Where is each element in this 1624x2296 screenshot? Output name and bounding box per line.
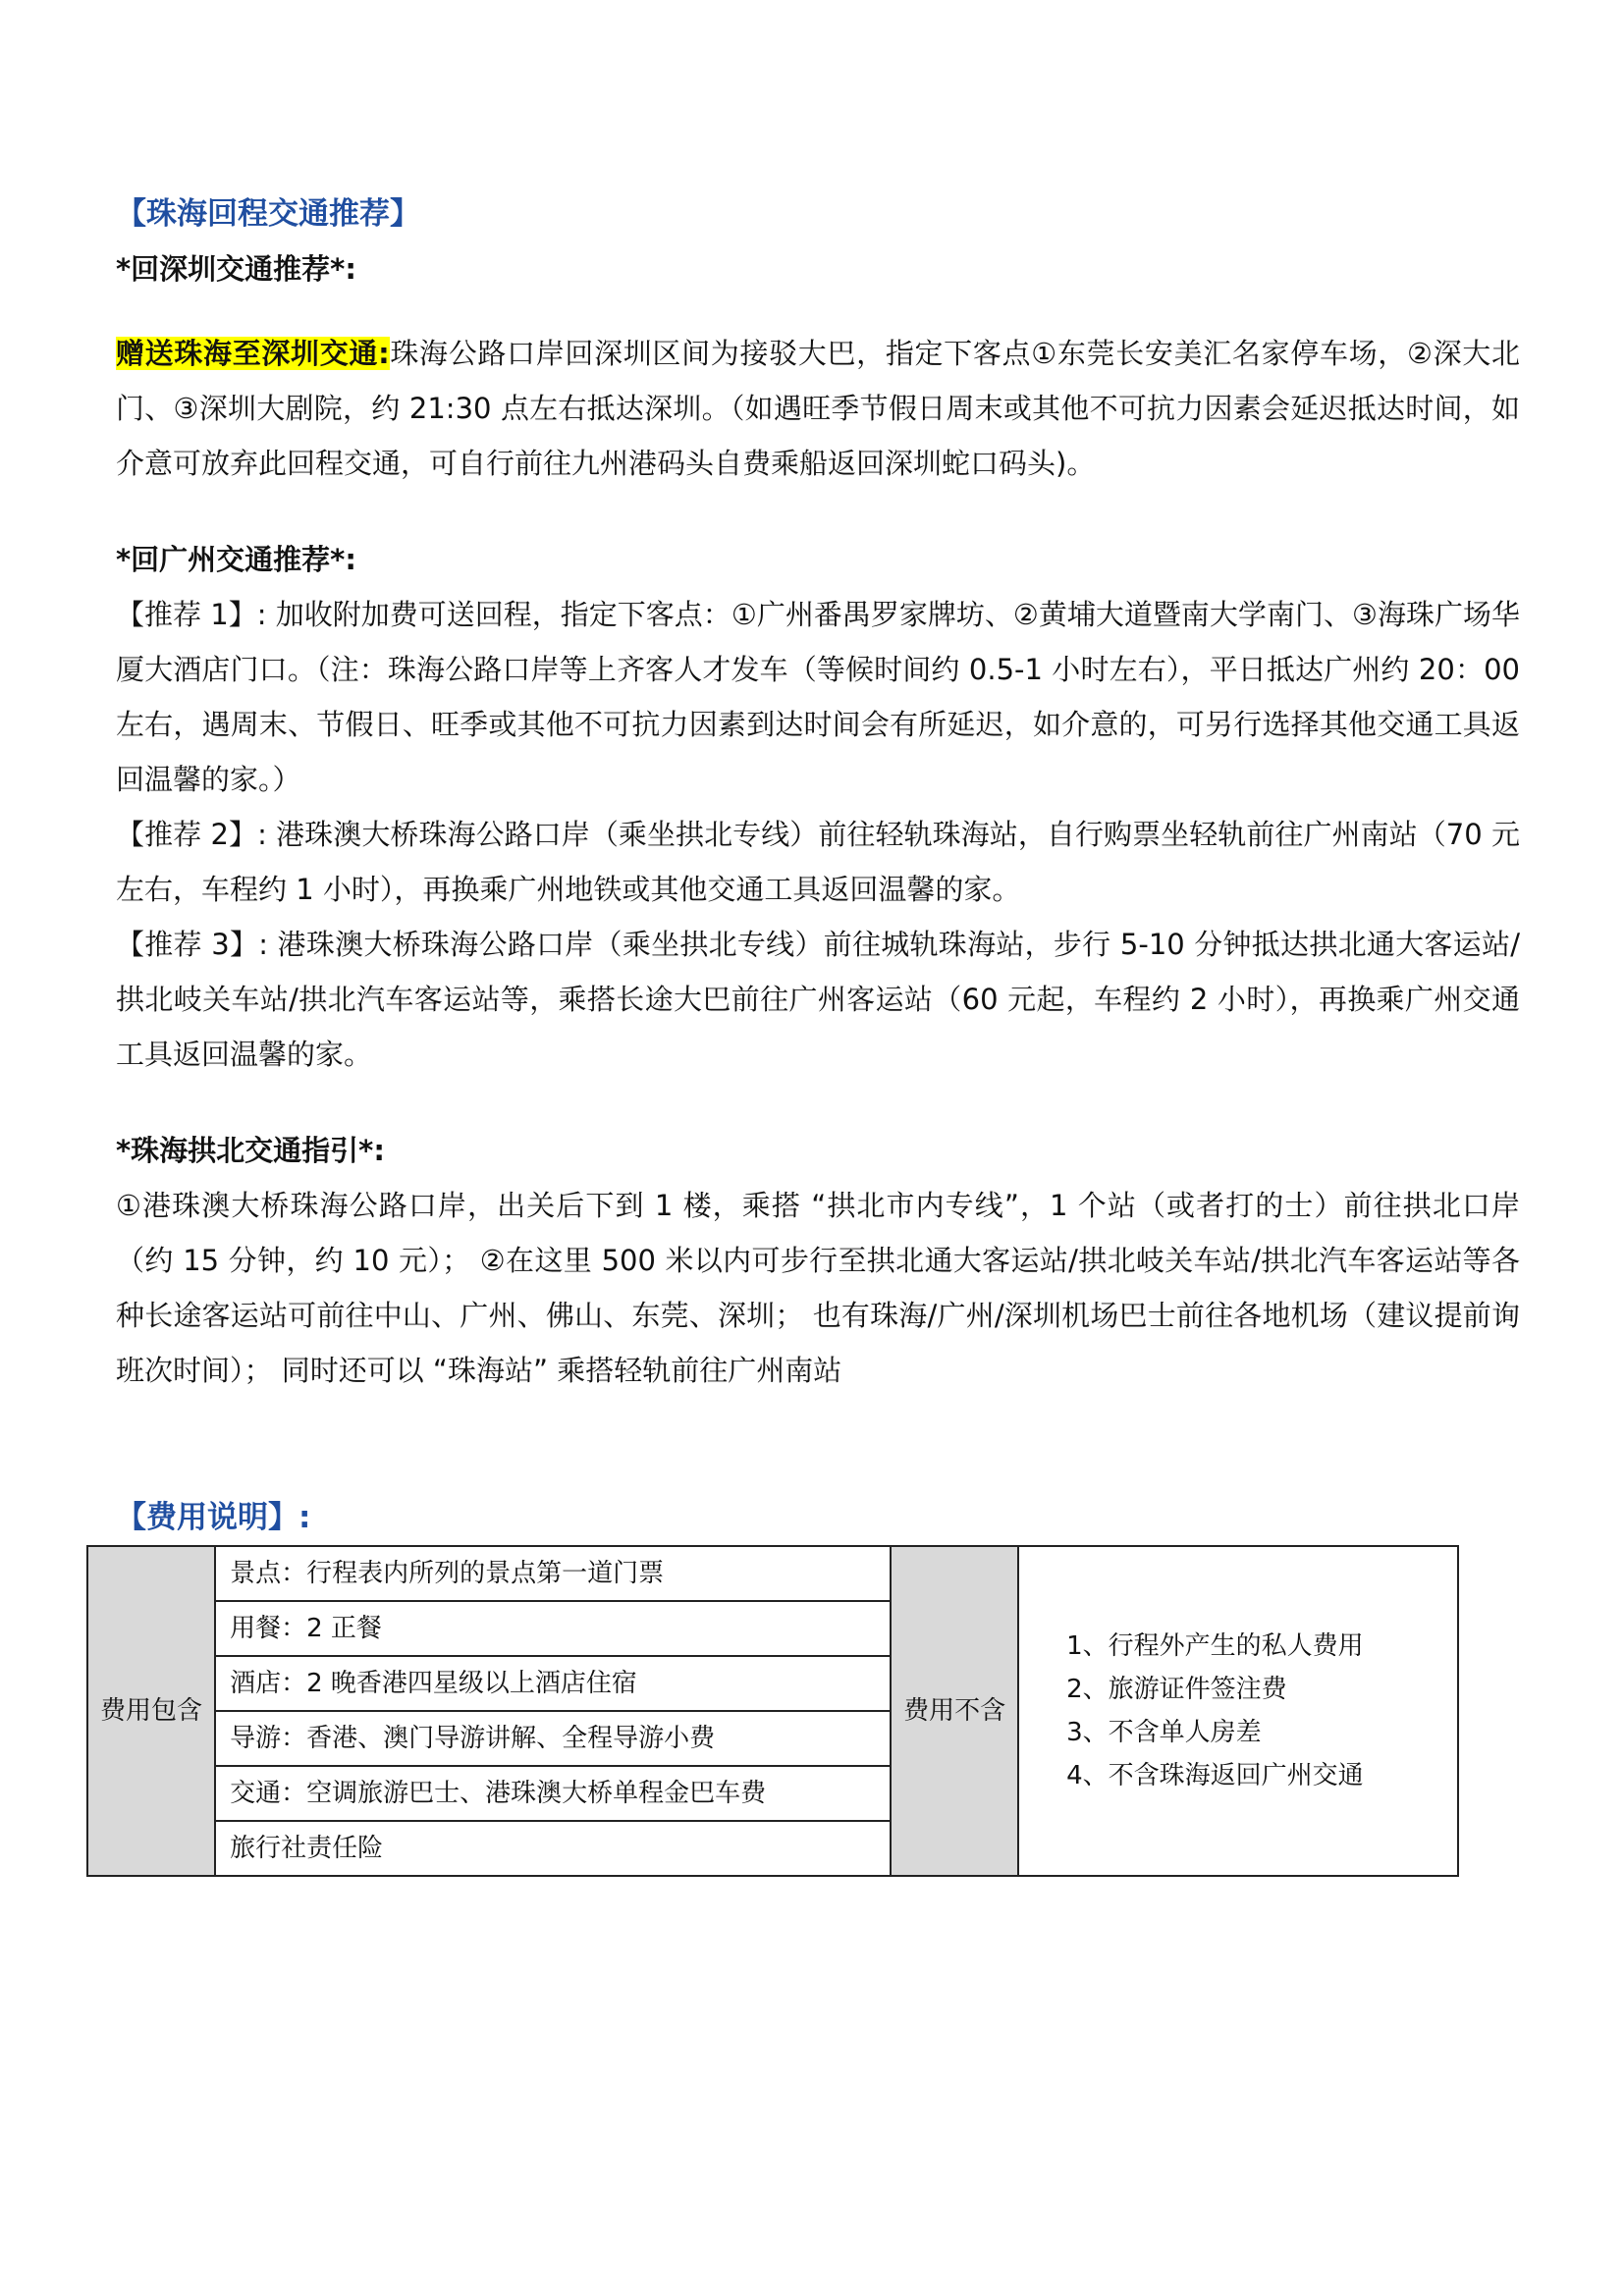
included-item: 旅行社责任险 — [215, 1821, 891, 1876]
paragraph-shenzhen — [116, 326, 1520, 491]
section-title-return-transport: 【珠海回程交通推荐】 — [116, 196, 420, 232]
heading-guangzhou: *回广州交通推荐*: — [116, 543, 356, 576]
section-title-fees: 【费用说明】: — [116, 1500, 311, 1535]
excluded-item: 2、旅游证件签注费 — [1066, 1675, 1287, 1704]
fee-table — [86, 1545, 1459, 1877]
excluded-item: 1、行程外产生的私人费用 — [1066, 1631, 1364, 1661]
heading-gongbei: *珠海拱北交通指引*: — [116, 1134, 385, 1167]
highlight-free-transfer: 赠送珠海至深圳交通: — [116, 337, 390, 370]
excluded-item: 3、不含单人房差 — [1066, 1718, 1262, 1747]
heading-shenzhen: *回深圳交通推荐*: — [116, 252, 356, 286]
included-item: 景点：行程表内所列的景点第一道门票 — [215, 1546, 891, 1601]
recommendation-1: 【推荐 1】: 加收附加费可送回程，指定下客点：①广州番禺罗家牌坊、②黄埔大道暨南大学南门、③海珠广场华厦大酒店门口。（注：珠海公路口岸等上齐客人才发车（等候时间约 0.5-1 小时左右），平日抵达广州约 20：00 左右，遇周末、节假日、旺季或其他不可抗力因素到达时间会有所延迟，如介意的，可另行选择其他交通工具返回温馨的家。） — [116, 598, 1520, 796]
paragraph-gongbei: ①港珠澳大桥珠海公路口岸，出关后下到 1 楼，乘搭 “拱北市内专线”，1 个站（或者打的士）前往拱北口岸（约 15 分钟，约 10 元）； ②在这里 500 米以内可步行至拱北通大客运站/拱北岐关车站/拱北汽车客运站等各种长途客运站可前往中山、广州、佛山、东莞、深圳； 也有珠海/广州/深圳机场巴士前往各地机场（建议提前询班次时间）； 同时还可以 “珠海站” 乘搭轻轨前往广州南站 — [116, 1189, 1520, 1387]
table-row — [87, 1546, 1458, 1601]
included-label: 费用包含 — [87, 1546, 215, 1876]
included-item: 交通：空调旅游巴士、港珠澳大桥单程金巴车费 — [215, 1766, 891, 1821]
recommendation-3: 【推荐 3】: 港珠澳大桥珠海公路口岸（乘坐拱北专线）前往城轨珠海站，步行 5-10 分钟抵达拱北通大客运站/拱北岐关车站/拱北汽车客运站等，乘搭长途大巴前往广州客运站（60 元起，车程约 2 小时），再换乘广州交通工具返回温馨的家。 — [116, 928, 1520, 1071]
shenzhen-text: 珠海公路口岸回深圳区间为接驳大巴，指定下客点①东莞长安美汇名家停车场，②深大北门、③深圳大剧院，约 21:30 点左右抵达深圳。（如遇旺季节假日周末或其他不可抗力因素会延迟抵达时间，如介意可放弃此回程交通，可自行前往九州港码头自费乘船返回深圳蛇口码头)。 — [116, 337, 1520, 480]
excluded-list — [1018, 1546, 1458, 1876]
excluded-label: 费用不含 — [891, 1546, 1018, 1876]
recommendation-2: 【推荐 2】: 港珠澳大桥珠海公路口岸（乘坐拱北专线）前往轻轨珠海站，自行购票坐轻轨前往广州南站（70 元左右，车程约 1 小时），再换乘广州地铁或其他交通工具返回温馨的家。 — [116, 818, 1520, 906]
included-item: 导游：香港、澳门导游讲解、全程导游小费 — [215, 1711, 891, 1766]
included-item: 用餐：2 正餐 — [215, 1601, 891, 1656]
document-content — [100, 187, 1520, 1877]
included-item: 酒店：2 晚香港四星级以上酒店住宿 — [215, 1656, 891, 1711]
excluded-item: 4、不含珠海返回广州交通 — [1066, 1761, 1364, 1790]
